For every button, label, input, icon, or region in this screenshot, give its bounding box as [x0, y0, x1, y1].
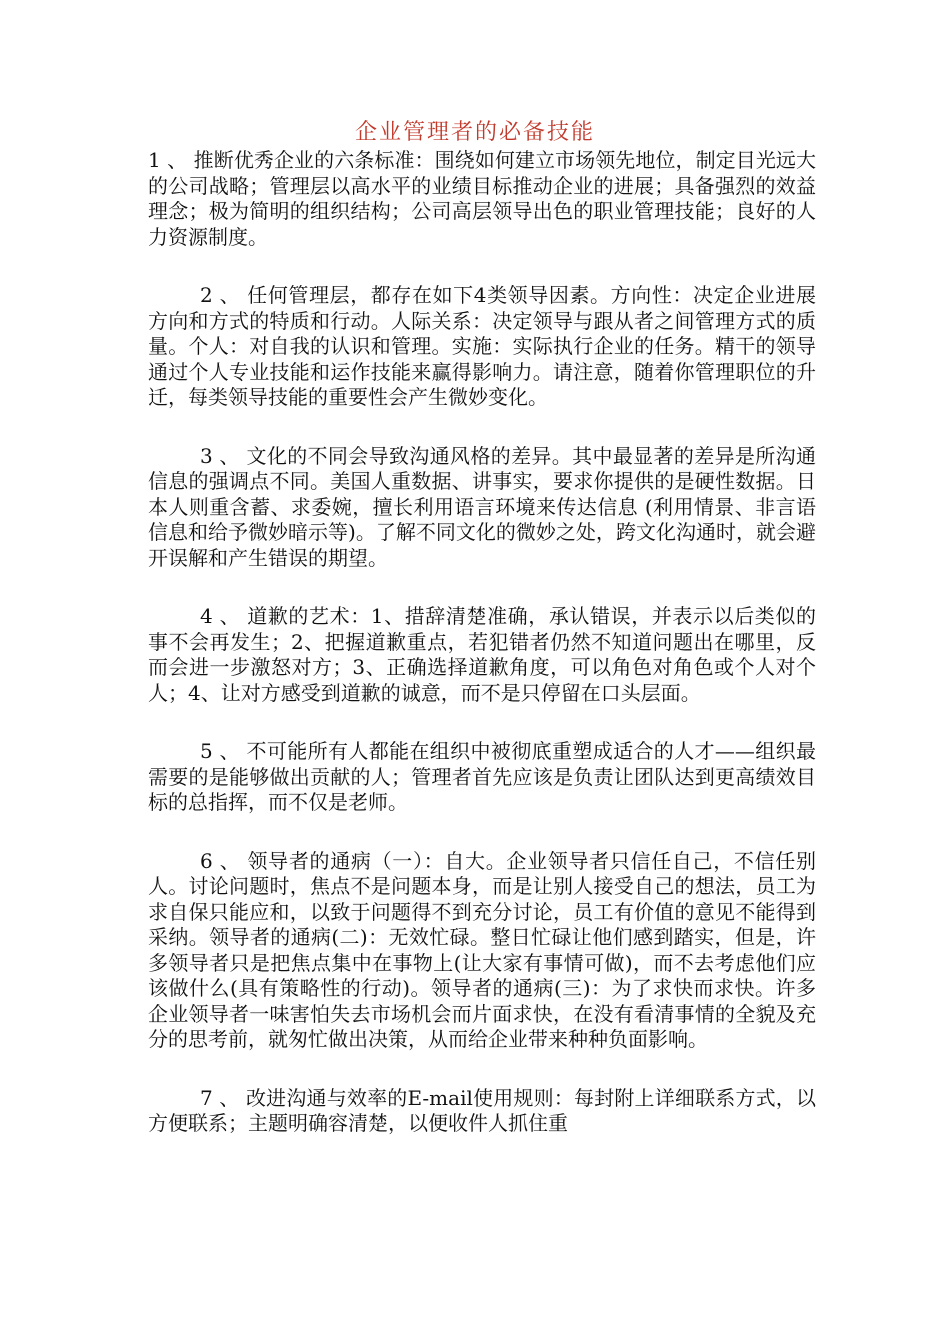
paragraph-4: 4 、 道歉的艺术：1、措辞清楚准确，承认错误，并表示以后类似的事不会再发生；2、把握道歉重点，若犯错者仍然不知道问题出在哪里，反而会进一步激怒对方；3、正确选择道歉角度，可以角色对角色或个人对个人；4、让对方感受到道歉的诚意，而不是只停留在口头层面。 [148, 604, 816, 705]
paragraph-1: 1 、 推断优秀企业的六条标准：围绕如何建立市场领先地位，制定目光远大的公司战略；管理层以高水平的业绩目标推动企业的进展；具备强烈的效益理念；极为简明的组织结构；公司高层领导出色的职业管理技能；良好的人力资源制度。 [148, 148, 816, 249]
document-title: 企业管理者的必备技能 [354, 120, 595, 145]
paragraph-2: 2 、 任何管理层，都存在如下4类领导因素。方向性：决定企业进展方向和方式的特质和行动。人际关系：决定领导与跟从者之间管理方式的质量。个人：对自我的认识和管理。实施：实际执行企业的任务。精干的领导通过个人专业技能和运作技能来赢得影响力。请注意，随着你管理职位的升迁，每类领导技能的重要性会产生微妙变化。 [148, 283, 816, 409]
paragraph-7: 7 、 改进沟通与效率的E-mail使用规则：每封附上详细联系方式，以方便联系；主题明确容清楚，以便收件人抓住重 [148, 1085, 816, 1135]
paragraph-5: 5 、 不可能所有人都能在组织中被彻底重塑成适合的人才——组织最需要的是能够做出贡献的人；管理者首先应该是负责让团队达到更高绩效目标的总指挥，而不仅是老师。 [148, 739, 816, 814]
document-body [148, 148, 816, 1170]
paragraph-3: 3 、 文化的不同会导致沟通风格的差异。其中最显著的差异是所沟通信息的强调点不同。美国人重数据、讲事实，要求你提供的是硬性数据。日本人则重含蓄、求委婉，擅长利用语言环境来传达信息 (利用情景、非言语信息和给予微妙暗示等)。了解不同文化的微妙之处，跨文化沟通时，就会避开误解和产生错误的期望。 [148, 443, 816, 570]
paragraph-6: 6 、 领导者的通病（一）：自大。企业领导者只信任自己，不信任别人。讨论问题时，焦点不是问题本身，而是让别人接受自己的想法，员工为求自保只能应和，以致于问题得不到充分讨论，员工有价值的意见不能得到采纳。领导者的通病(二)：无效忙碌。整日忙碌让他们感到踏实，但是，许多领导者只是把焦点集中在事物上(让大家有事情可做)，而不去考虑他们应该做什么(具有策略性的行动)。领导者的通病(三)：为了求快而求快。许多企业领导者一味害怕失去市场机会而片面求快，在没有看清事情的全貌及充分的思考前，就匆忙做出决策，从而给企业带来种种负面影响。 [148, 848, 816, 1051]
